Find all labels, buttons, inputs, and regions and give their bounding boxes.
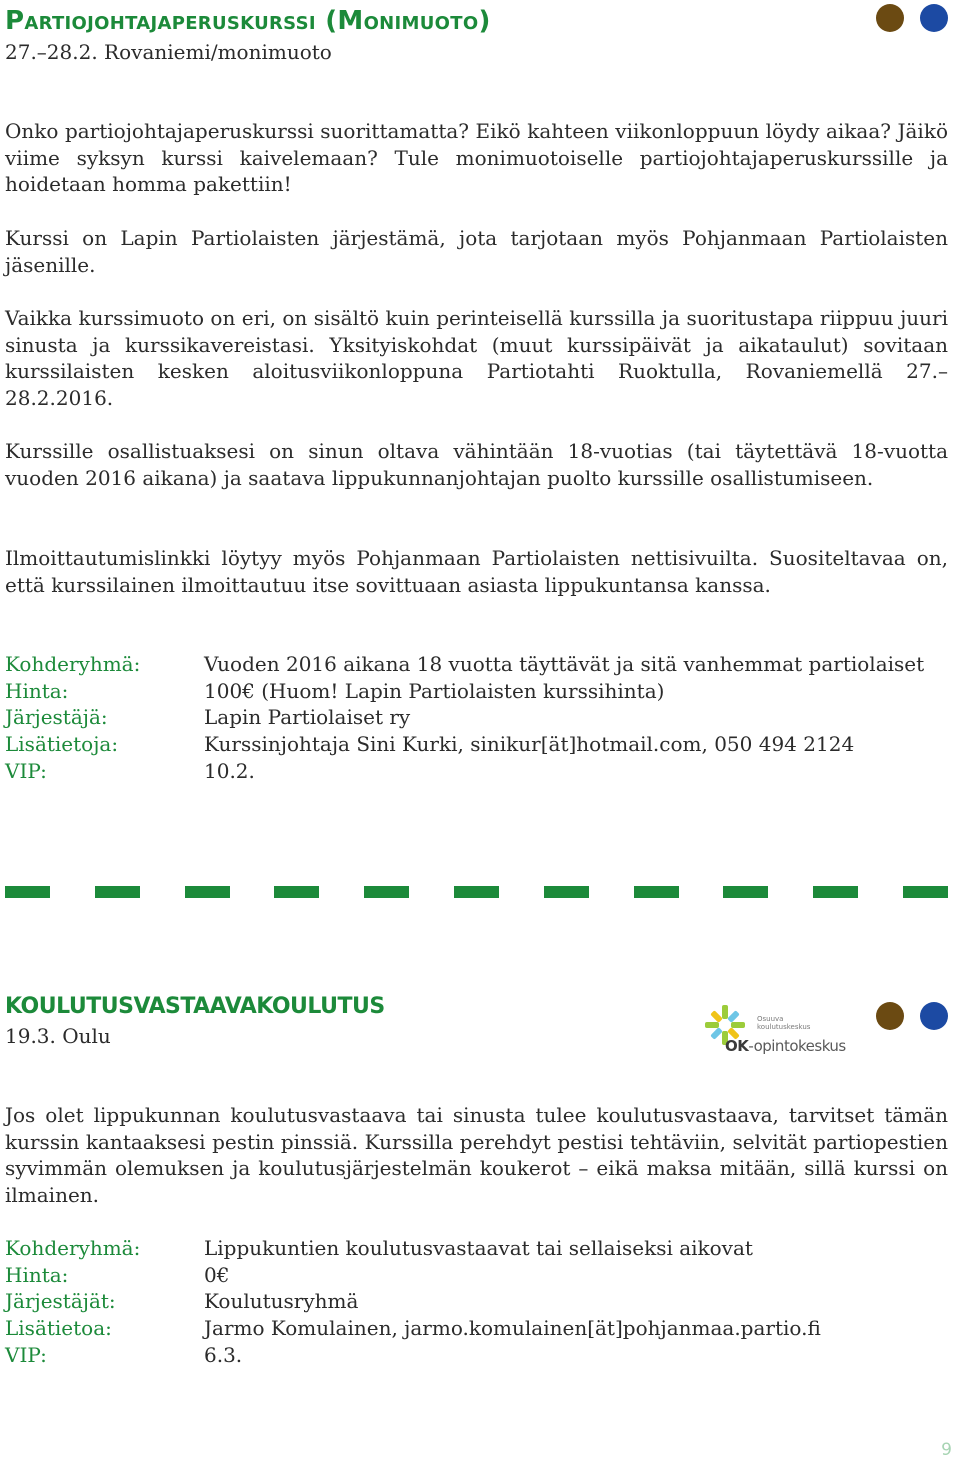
section-title: KOULUTUSVASTAAVAKOULUTUS [5, 994, 385, 1019]
divider-dash [723, 886, 768, 898]
logo-small-text: Osuuva koulutuskeskus [757, 1015, 811, 1031]
info-label: Hinta: [5, 678, 69, 703]
paragraph: Vaikka kurssimuoto on eri, on sisältö kuin perinteisellä kurssilla ja suoritustapa riippuu juuri sinusta ja kurssikavereistasi. Yksityiskohdat (muut kurssipäivät ja aikataulut) sovitaan kurssilaisten kesken aloitusviikonloppuna Partiotahti Ruoktulla, Rovaniemellä 27.–28.2.2016. [5, 306, 948, 411]
info-value: Koulutusryhmä [204, 1289, 359, 1314]
info-row [5, 704, 948, 731]
info-row [5, 1262, 948, 1289]
info-value: Lippukuntien koulutusvastaavat tai sellaiseksi aikovat [204, 1236, 753, 1260]
section-subtitle: 19.3. Oulu [5, 1024, 111, 1048]
paragraph: Onko partiojohtajaperuskurssi suorittamatta? Eikö kahteen viikonloppuun löydy aikaa? Jäikö viime syksyn kurssi kaivelemaan? Tule monimuotoiselle partiojohtajaperuskurssille ja hoidetaan homma pakettiin! [5, 119, 948, 197]
ok-opintokeskus-logo [703, 1003, 863, 1059]
info-row [5, 1288, 948, 1315]
divider-dash [95, 886, 140, 898]
paragraph: Kurssille osallistuaksesi on sinun oltava vähintään 18-vuotias (tai täytettävä 18-vuotta vuoden 2016 aikana) ja saatava lippukunnanjohtajan puolto kurssille osallistumiseen. [5, 439, 948, 490]
info-label: Järjestäjät: [5, 1289, 116, 1314]
divider-dash [274, 886, 319, 898]
info-label: Kohderyhmä: [5, 652, 141, 676]
info-value: Jarmo Komulainen, jarmo.komulainen[ät]pohjanmaa.partio.fi [204, 1316, 821, 1341]
info-label: Järjestäjä: [5, 705, 108, 730]
info-row [5, 1235, 948, 1262]
divider-dash [813, 886, 858, 898]
divider-dash [364, 886, 409, 898]
blue-dot-icon [920, 1002, 948, 1030]
info-value: Lapin Partiolaiset ry [204, 705, 411, 730]
divider-dash [544, 886, 589, 898]
page-number: 9 [941, 1440, 952, 1460]
paragraph: Kurssi on Lapin Partiolaisten järjestämä, jota tarjotaan myös Pohjanmaan Partiolaisten jäsenille. [5, 226, 948, 277]
info-label: Hinta: [5, 1262, 69, 1287]
info-label: Kohderyhmä: [5, 1236, 141, 1260]
divider-dash [185, 886, 230, 898]
info-value: 0€ [204, 1262, 230, 1287]
dashed-divider [5, 886, 948, 898]
blue-dot-icon [920, 4, 948, 32]
divider-dash [454, 886, 499, 898]
divider-dash [5, 886, 50, 898]
info-row [5, 1315, 948, 1342]
info-row [5, 678, 948, 705]
info-row [5, 651, 948, 678]
info-row [5, 758, 948, 785]
info-label: Lisätietoa: [5, 1316, 112, 1341]
info-row [5, 1342, 948, 1369]
info-label: VIP: [5, 758, 47, 783]
info-table [5, 1235, 948, 1369]
info-value: Kurssinjohtaja Sini Kurki, sinikur[ät]hotmail.com, 050 494 2124 [204, 732, 855, 757]
divider-dash [634, 886, 679, 898]
paragraph: Ilmoittautumislinkki löytyy myös Pohjanmaan Partiolaisten nettisivuilta. Suositeltavaa on, että kurssilainen ilmoittautuu itse sovittuaan asiasta lippukuntansa kanssa. [5, 546, 948, 597]
info-label: Lisätietoja: [5, 732, 119, 757]
info-value: 10.2. [204, 758, 255, 783]
brown-dot-icon [876, 1002, 904, 1030]
info-value: Vuoden 2016 aikana 18 vuotta täyttävät ja sitä vanhemmat partiolaiset [204, 652, 925, 676]
info-row [5, 731, 948, 758]
info-label: VIP: [5, 1342, 47, 1367]
divider-dash [903, 886, 948, 898]
brown-dot-icon [876, 4, 904, 32]
info-value: 6.3. [204, 1342, 243, 1367]
info-value: 100€ (Huom! Lapin Partiolaisten kurssihinta) [204, 678, 665, 703]
paragraph: Jos olet lippukunnan koulutusvastaava tai sinusta tulee koulutusvastaava, tarvitset tämän kurssin kantaaksesi pestin pinssiä. Kurssilla perehdyt pestisi tehtäviin, selvität partiopestien syvimmän olemuksen ja koulutusjärjestelmän koukerot – eikä maksa mitään, sillä kurssi on ilmainen. [5, 1103, 948, 1208]
logo-brand-text: OK-opintokeskus [725, 1037, 846, 1055]
section-title: Partiojohtajaperuskurssi (Monimuoto) [5, 6, 491, 36]
section-subtitle: 27.–28.2. Rovaniemi/monimuoto [5, 40, 332, 64]
info-table [5, 651, 948, 785]
